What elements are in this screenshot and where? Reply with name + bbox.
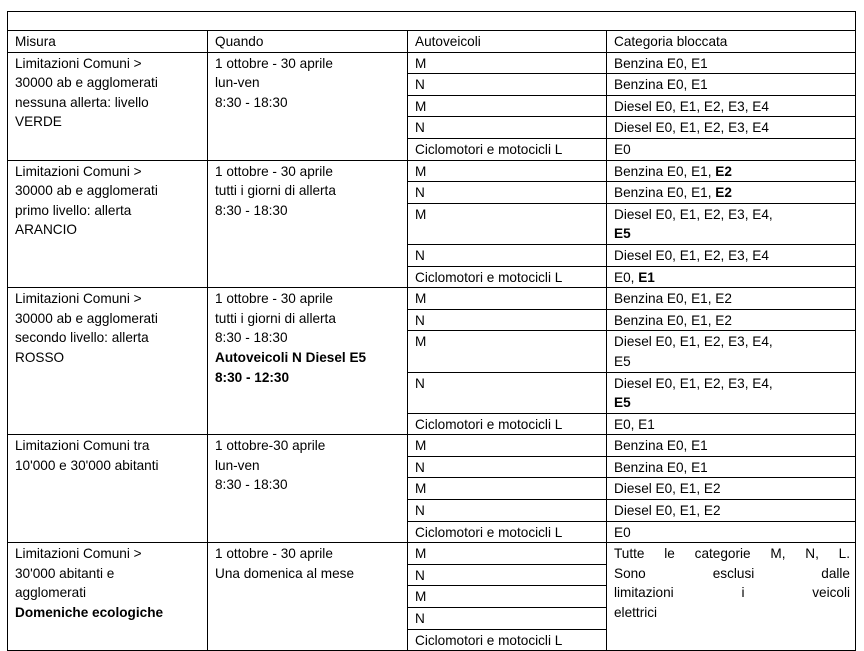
blank-cell: [8, 12, 856, 31]
vehicle-cell: N: [408, 608, 607, 630]
when-cell-small-towns: 1 ottobre-30 aprile lun-ven 8:30 - 18:30: [208, 435, 408, 543]
vehicle-cell: Ciclomotori e motocicli L: [408, 266, 607, 288]
category-cell: E0: [607, 521, 856, 543]
vehicle-cell: N: [408, 74, 607, 96]
blank-top-row: [8, 12, 856, 31]
restrictions-table: [7, 11, 856, 651]
category-cell: Benzina E0, E1: [607, 74, 856, 96]
vehicle-cell: M: [408, 331, 607, 372]
vehicle-cell: M: [408, 435, 607, 457]
vehicle-cell: N: [408, 117, 607, 139]
category-cell: Benzina E0, E1: [607, 435, 856, 457]
header-misura: Misura: [8, 31, 208, 53]
vehicle-cell: M: [408, 95, 607, 117]
vehicle-cell: M: [408, 478, 607, 500]
category-cell-merged: Tutte le categorie M, N, L. Sono esclusi dalle limitazioni i veicoli elettrici: [607, 543, 856, 651]
vehicle-cell: Ciclomotori e motocicli L: [408, 138, 607, 160]
category-cell: Benzina E0, E1, E2: [607, 182, 856, 204]
category-cell: E0: [607, 138, 856, 160]
category-cell: Diesel E0, E1, E2, E3, E4: [607, 95, 856, 117]
category-cell: Diesel E0, E1, E2, E3, E4, E5: [607, 203, 856, 244]
when-cell-verde: 1 ottobre - 30 aprile lun-ven 8:30 - 18:30: [208, 52, 408, 160]
category-cell: Diesel E0, E1, E2, E3, E4, E5: [607, 331, 856, 372]
vehicle-cell: M: [408, 288, 607, 310]
when-cell-domeniche: 1 ottobre - 30 aprile Una domenica al mese: [208, 543, 408, 651]
category-cell: Diesel E0, E1, E2, E3, E4: [607, 117, 856, 139]
category-cell: Benzina E0, E1, E2: [607, 309, 856, 331]
vehicle-cell: Ciclomotori e motocicli L: [408, 629, 607, 651]
measure-cell-verde: Limitazioni Comuni > 30000 ab e agglomerati nessuna allerta: livello VERDE: [8, 52, 208, 160]
table-row: [8, 435, 856, 457]
measure-cell-arancio: Limitazioni Comuni > 30000 ab e agglomerati primo livello: allerta ARANCIO: [8, 160, 208, 288]
category-cell: Benzina E0, E1, E2: [607, 288, 856, 310]
table-row: [8, 543, 856, 565]
category-cell: E0, E1: [607, 413, 856, 435]
when-cell-rosso: 1 ottobre - 30 aprile tutti i giorni di allerta 8:30 - 18:30 Autoveicoli N Diesel E5 8:30 - 12:30: [208, 288, 408, 435]
category-cell: Benzina E0, E1, E2: [607, 160, 856, 182]
category-cell: Diesel E0, E1, E2: [607, 478, 856, 500]
header-autoveicoli: Autoveicoli: [408, 31, 607, 53]
category-cell: Diesel E0, E1, E2, E3, E4, E5: [607, 372, 856, 413]
table-row: [8, 160, 856, 182]
category-cell: Diesel E0, E1, E2, E3, E4: [607, 244, 856, 266]
vehicle-cell: M: [408, 543, 607, 565]
header-quando: Quando: [208, 31, 408, 53]
measure-cell-small-towns: Limitazioni Comuni tra 10'000 e 30'000 abitanti: [8, 435, 208, 543]
vehicle-cell: N: [408, 309, 607, 331]
vehicle-cell: M: [408, 203, 607, 244]
vehicle-cell: Ciclomotori e motocicli L: [408, 521, 607, 543]
vehicle-cell: M: [408, 160, 607, 182]
when-cell-arancio: 1 ottobre - 30 aprile tutti i giorni di allerta 8:30 - 18:30: [208, 160, 408, 288]
category-cell: Benzina E0, E1: [607, 52, 856, 74]
category-cell: Diesel E0, E1, E2: [607, 500, 856, 522]
category-cell: E0, E1: [607, 266, 856, 288]
header-categoria: Categoria bloccata: [607, 31, 856, 53]
table-row: [8, 52, 856, 74]
vehicle-cell: M: [408, 52, 607, 74]
header-row: [8, 31, 856, 53]
vehicle-cell: N: [408, 182, 607, 204]
vehicle-cell: N: [408, 372, 607, 413]
table-row: [8, 288, 856, 310]
category-cell: Benzina E0, E1: [607, 456, 856, 478]
vehicle-cell: N: [408, 564, 607, 586]
measure-cell-rosso: Limitazioni Comuni > 30000 ab e agglomerati secondo livello: allerta ROSSO: [8, 288, 208, 435]
measure-cell-domeniche: Limitazioni Comuni > 30'000 abitanti e agglomerati Domeniche ecologiche: [8, 543, 208, 651]
vehicle-cell: N: [408, 244, 607, 266]
vehicle-cell: M: [408, 586, 607, 608]
vehicle-cell: N: [408, 500, 607, 522]
vehicle-cell: Ciclomotori e motocicli L: [408, 413, 607, 435]
vehicle-cell: N: [408, 456, 607, 478]
